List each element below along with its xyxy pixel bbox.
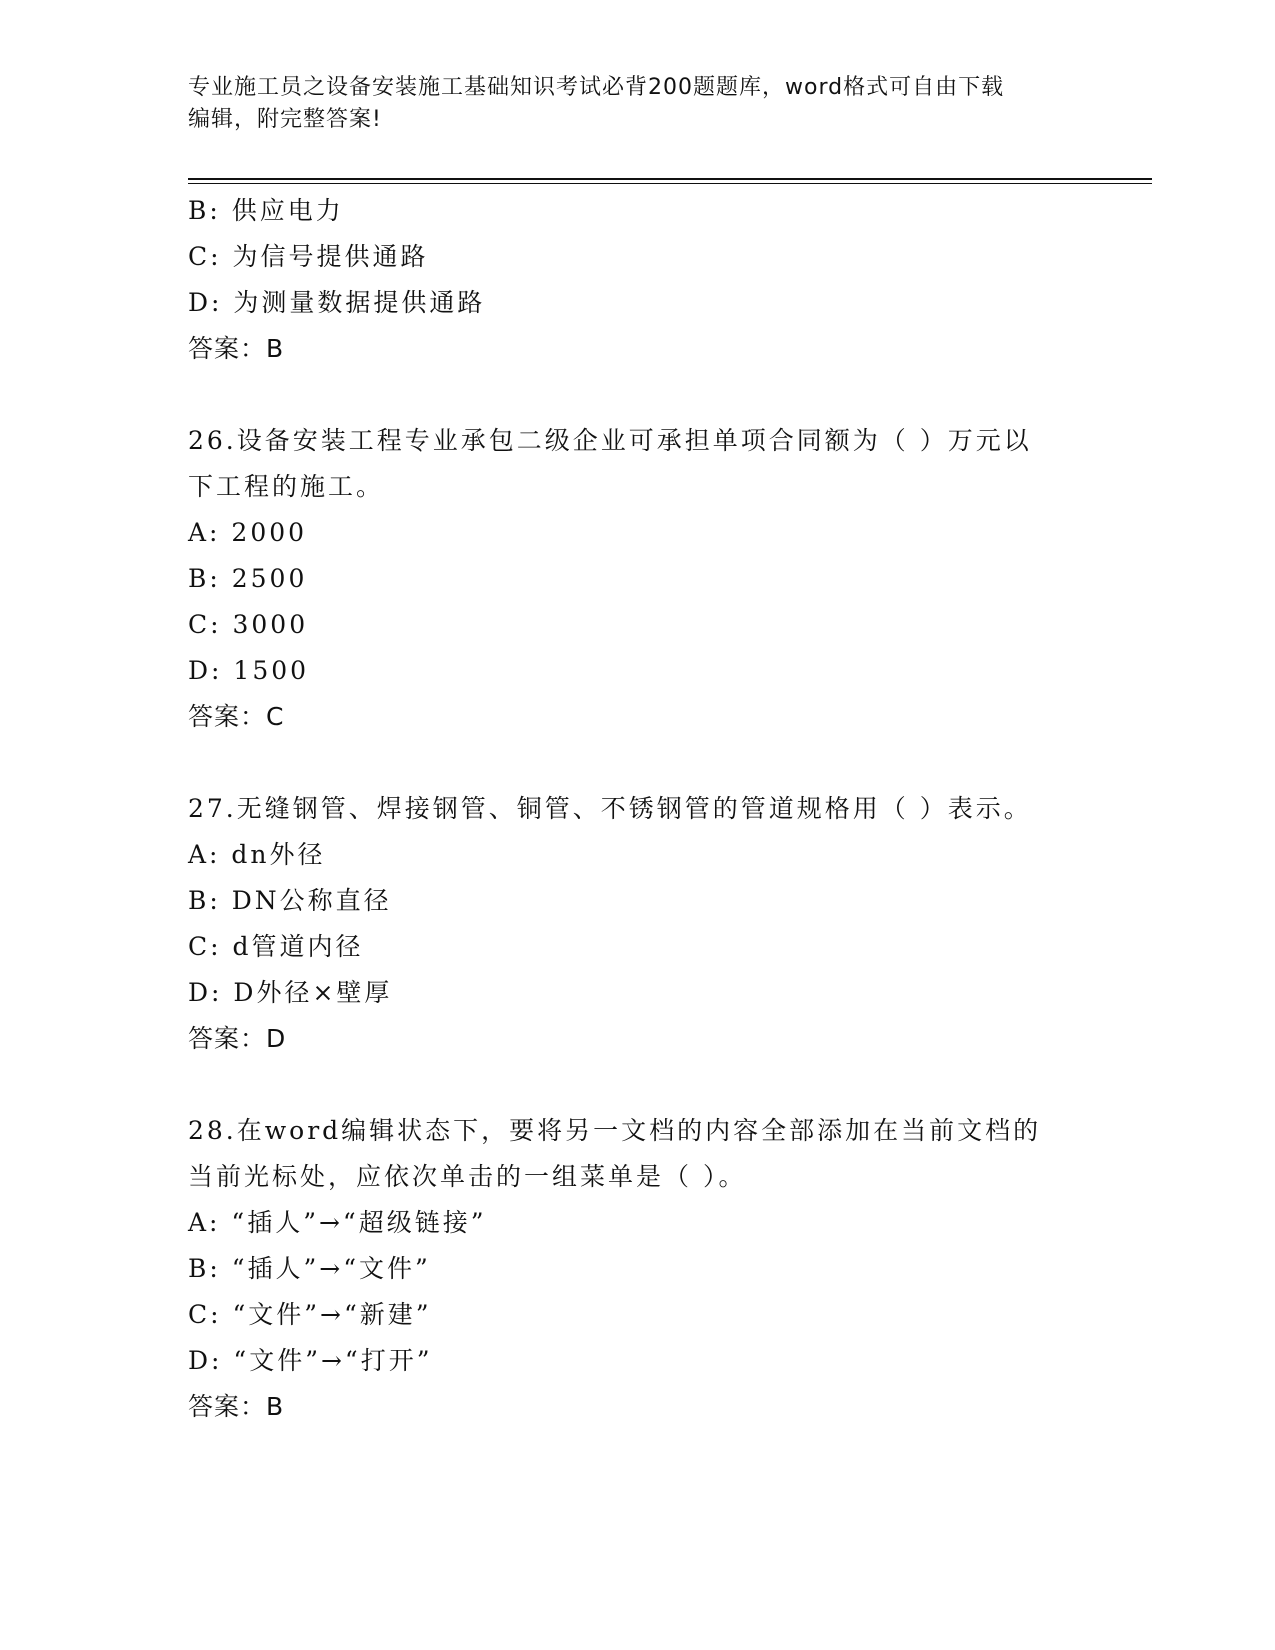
option-b: B: 2500: [188, 564, 308, 593]
option-c: C: 3000: [188, 610, 309, 639]
option-c: C: 为信号提供通路: [188, 242, 429, 271]
answer: 答案：C: [188, 702, 285, 731]
option-d: D: “文件”→“打开”: [188, 1346, 433, 1375]
answer: 答案：B: [188, 1392, 285, 1421]
option-b: B: “插人”→“文件”: [188, 1254, 431, 1283]
answer: 答案：D: [188, 1024, 287, 1053]
option-b: B: DN公称直径: [188, 886, 392, 915]
header-line-2: 编辑，附完整答案!: [188, 107, 382, 132]
question-28: [188, 1108, 1068, 1430]
question-text-line-1: 27.无缝钢管、焊接钢管、铜管、不锈钢管的管道规格用（ ）表示。: [188, 794, 1032, 823]
header-rule-thick: [188, 178, 1152, 180]
page-header: [188, 72, 1068, 136]
header-rule-thin: [188, 183, 1152, 184]
question-26: [188, 418, 1068, 740]
question-27: [188, 786, 1068, 1062]
question-text-line-1: 26.设备安装工程专业承包二级企业可承担单项合同额为（ ）万元以: [188, 426, 1032, 455]
spacer: [188, 372, 1068, 418]
option-b: B: 供应电力: [188, 196, 344, 225]
question-text-line-2: 当前光标处，应依次单击的一组菜单是（ ）。: [188, 1162, 747, 1191]
option-d: D: D外径×壁厚: [188, 978, 393, 1007]
option-c: C: “文件”→“新建”: [188, 1300, 432, 1329]
question-25: [188, 188, 1068, 372]
spacer: [188, 1062, 1068, 1108]
option-d: D: 1500: [188, 656, 310, 685]
question-text-line-2: 下工程的施工。: [188, 472, 385, 501]
option-a: A: dn外径: [188, 840, 326, 869]
question-text-line-1: 28.在word编辑状态下，要将另一文档的内容全部添加在当前文档的: [188, 1116, 1042, 1145]
header-line-1: 专业施工员之设备安装施工基础知识考试必背200题题库，word格式可自由下载: [188, 75, 1005, 100]
option-c: C: d管道内径: [188, 932, 364, 961]
answer: 答案：B: [188, 334, 285, 363]
spacer: [188, 740, 1068, 786]
option-a: A: 2000: [188, 518, 308, 547]
question-list: [188, 188, 1068, 1430]
option-d: D: 为测量数据提供通路: [188, 288, 486, 317]
option-a: A: “插人”→“超级链接”: [188, 1208, 487, 1237]
